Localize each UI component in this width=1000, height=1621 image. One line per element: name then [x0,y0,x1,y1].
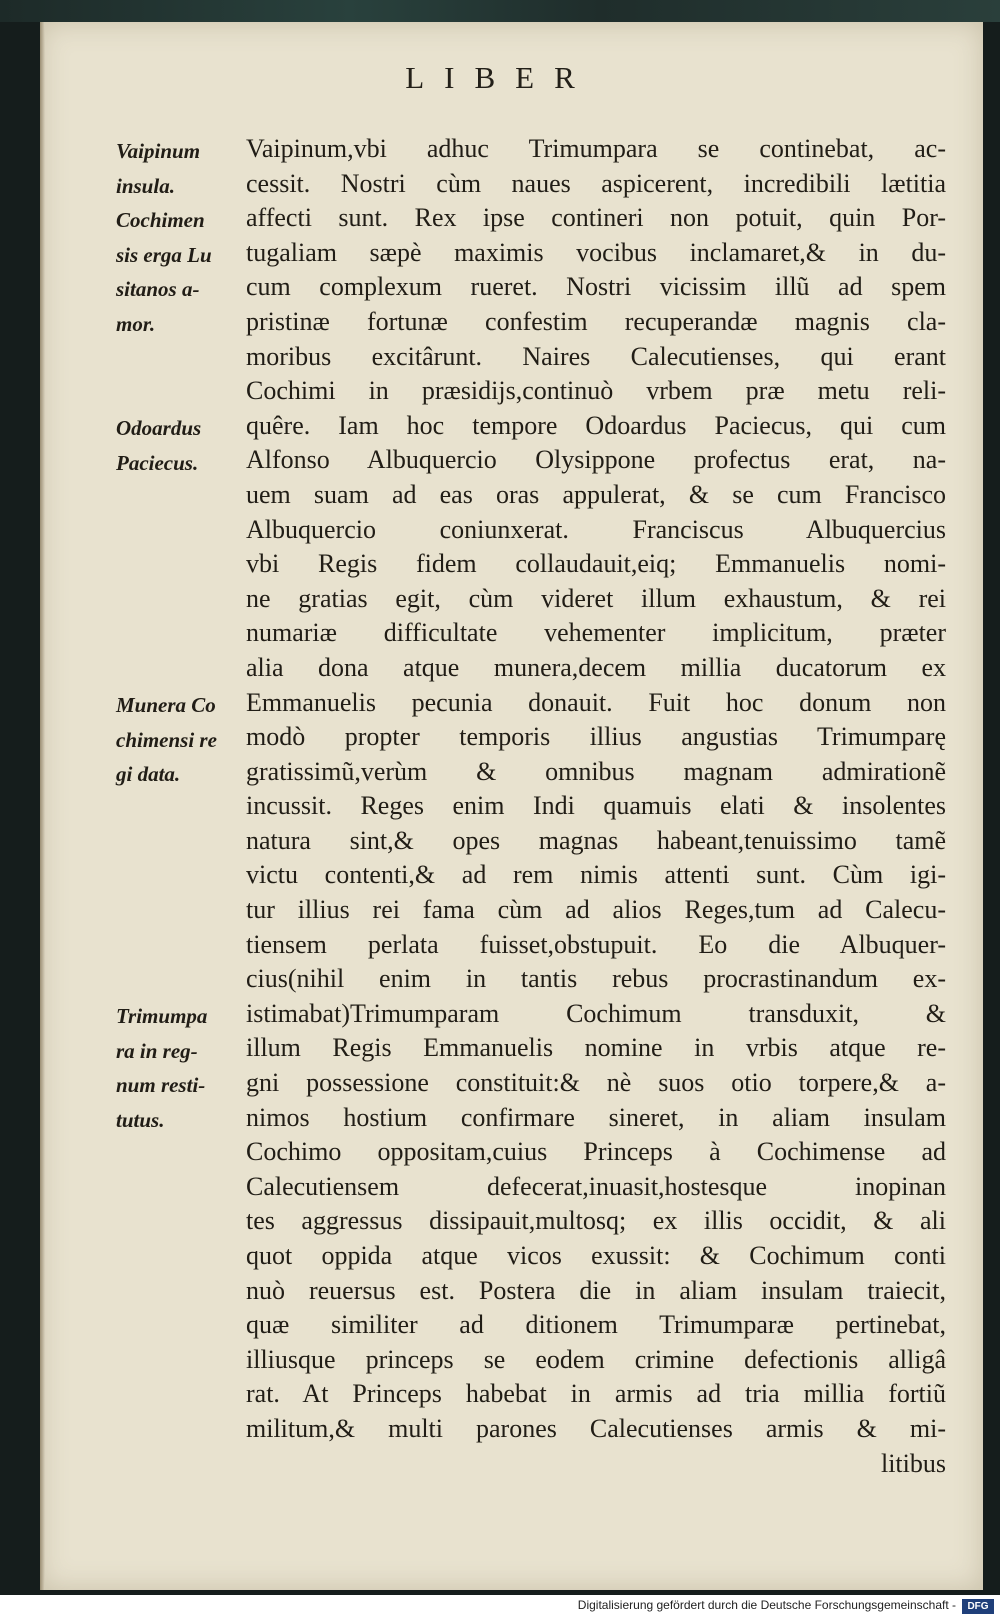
margin-note-line: Paciecus. [116,450,199,475]
margin-note-line: num resti- [116,1073,206,1098]
text-line: victu contenti,& ad rem nimis attenti sunt. Cùm igi- [246,860,946,890]
text-line: militum,& multi parones Calecutienses armis & mi- [246,1413,946,1443]
text-line: gratissimũ,verùm & omnibus magnam admirationẽ [246,756,946,786]
running-head: LIBER [405,60,595,95]
text-line: pristinæ fortunæ confestim recuperandæ magnis cla- [246,306,946,336]
margin-note-line: chimensi re [116,727,217,752]
margin-note-line: mor. [116,311,156,336]
text-line: cius(nihil enim in tantis rebus procrastinandum ex- [246,964,946,994]
margin-note-line: insula. [116,173,175,198]
text-line: tes aggressus dissipauit,multosq; ex illis occidit, & ali [246,1206,946,1236]
text-line: Cochimi in præsidijs,continuò vrbem præ metu reli- [246,376,946,406]
text-line: alia dona atque munera,decem millia ducatorum ex [246,652,946,682]
margin-note-line: gi data. [116,762,181,787]
footer-credit: Digitalisierung gefördert durch die Deutsche Forschungsgemeinschaft - [577,1598,956,1612]
text-line: cum complexum rueret. Nostri vicissim illũ ad spem [246,272,946,302]
text-line: gni possessione constituit:& nè suos otio torpere,& a- [246,1068,946,1098]
text-line: moribus excitârunt. Naires Calecutienses, qui erant [246,341,946,371]
text-line: Calecutiensem defecerat,inuasit,hostesque inopinan [246,1171,946,1201]
text-line: istimabat)Trimumparam Cochimum transduxit, & [246,998,946,1028]
text-line: uem suam ad eas oras appulerat, & se cum Francisco [246,479,946,509]
margin-note-line: ra in reg- [116,1038,198,1063]
margin-note-line: Trimumpa [116,1004,208,1028]
margin-note-vaipinum [116,134,248,342]
text-line: quot oppida atque vicos exussit: & Cochimum conti [246,1241,946,1270]
digitization-footer [0,1595,1000,1621]
text-line: rat. At Princeps habebat in armis ad tria millia fortiũ [246,1379,946,1409]
text-line: affecti sunt. Rex ipse contineri non potuit, quin Por- [246,203,946,233]
text-line: natura sint,& opes magnas habeant,tenuissimo tamẽ [246,825,946,855]
dfg-logo: DFG [962,1599,994,1614]
margin-note-line: tutus. [116,1107,165,1132]
margin-note-line: Munera Co [116,693,216,717]
text-line: tur illius rei fama cùm ad alios Reges,tum ad Calecu- [246,895,946,925]
text-line: Emmanuelis pecunia donauit. Fuit hoc donum non [246,687,946,717]
margin-note-line: Odoardus [116,416,202,440]
text-line: illiusque princeps se eodem crimine defectionis alligâ [246,1344,946,1374]
body-text [246,132,946,1481]
text-line: modò propter temporis illius angustias Trimumparę [246,722,946,752]
text-line: nuò reuersus est. Postera die in aliam insulam traiecit, [246,1275,946,1305]
margin-note-munera [116,688,248,792]
margin-note-line: Cochimen [116,208,205,233]
catchword: litibus [880,1448,946,1478]
text-line: vbi Regis fidem collaudauit,eiq; Emmanuelis nomi- [246,549,946,579]
text-line: numariæ difficultate vehementer implicitum, præter [246,618,946,648]
text-line: tugaliam sæpè maximis vocibus inclamaret,& in du- [246,237,946,267]
text-line: ne gratias egit, cùm videret illum exhaustum, & rei [246,583,946,613]
margin-note-line: sitanos a- [116,277,200,302]
text-line: nimos hostium confirmare sineret, in aliam insulam [246,1102,946,1132]
text-line: incussit. Reges enim Indi quamuis elati & insolentes [246,791,946,821]
text-line: Alfonso Albuquercio Olysippone profectus erat, na- [246,445,946,475]
text-line: Vaipinum,vbi adhuc Trimumpara se continebat, ac- [246,134,946,163]
margin-note-trimumpara [116,999,248,1137]
text-line: Albuquercio coniunxerat. Franciscus Albuquercius [246,514,946,544]
text-line: tiensem perlata fuisset,obstupuit. Eo die Albuquer- [246,929,946,959]
text-line: illum Regis Emmanuelis nomine in vrbis atque re- [246,1033,946,1063]
text-line: cessit. Nostri cùm naues aspicerent, incredibili lætitia [246,168,946,198]
text-line: quæ similiter ad ditionem Trimumparæ pertinebat, [246,1310,946,1340]
text-line: Cochimo oppositam,cuius Princeps à Cochimense ad [246,1137,946,1167]
margin-note-line: Vaipinum [116,139,201,163]
margin-note-odoardus [116,411,248,480]
text-line: quêre. Iam hoc tempore Odoardus Paciecus, qui cum [246,410,946,440]
page-gutter-shadow [40,22,45,1590]
margin-note-line: sis erga Lu [116,242,212,267]
